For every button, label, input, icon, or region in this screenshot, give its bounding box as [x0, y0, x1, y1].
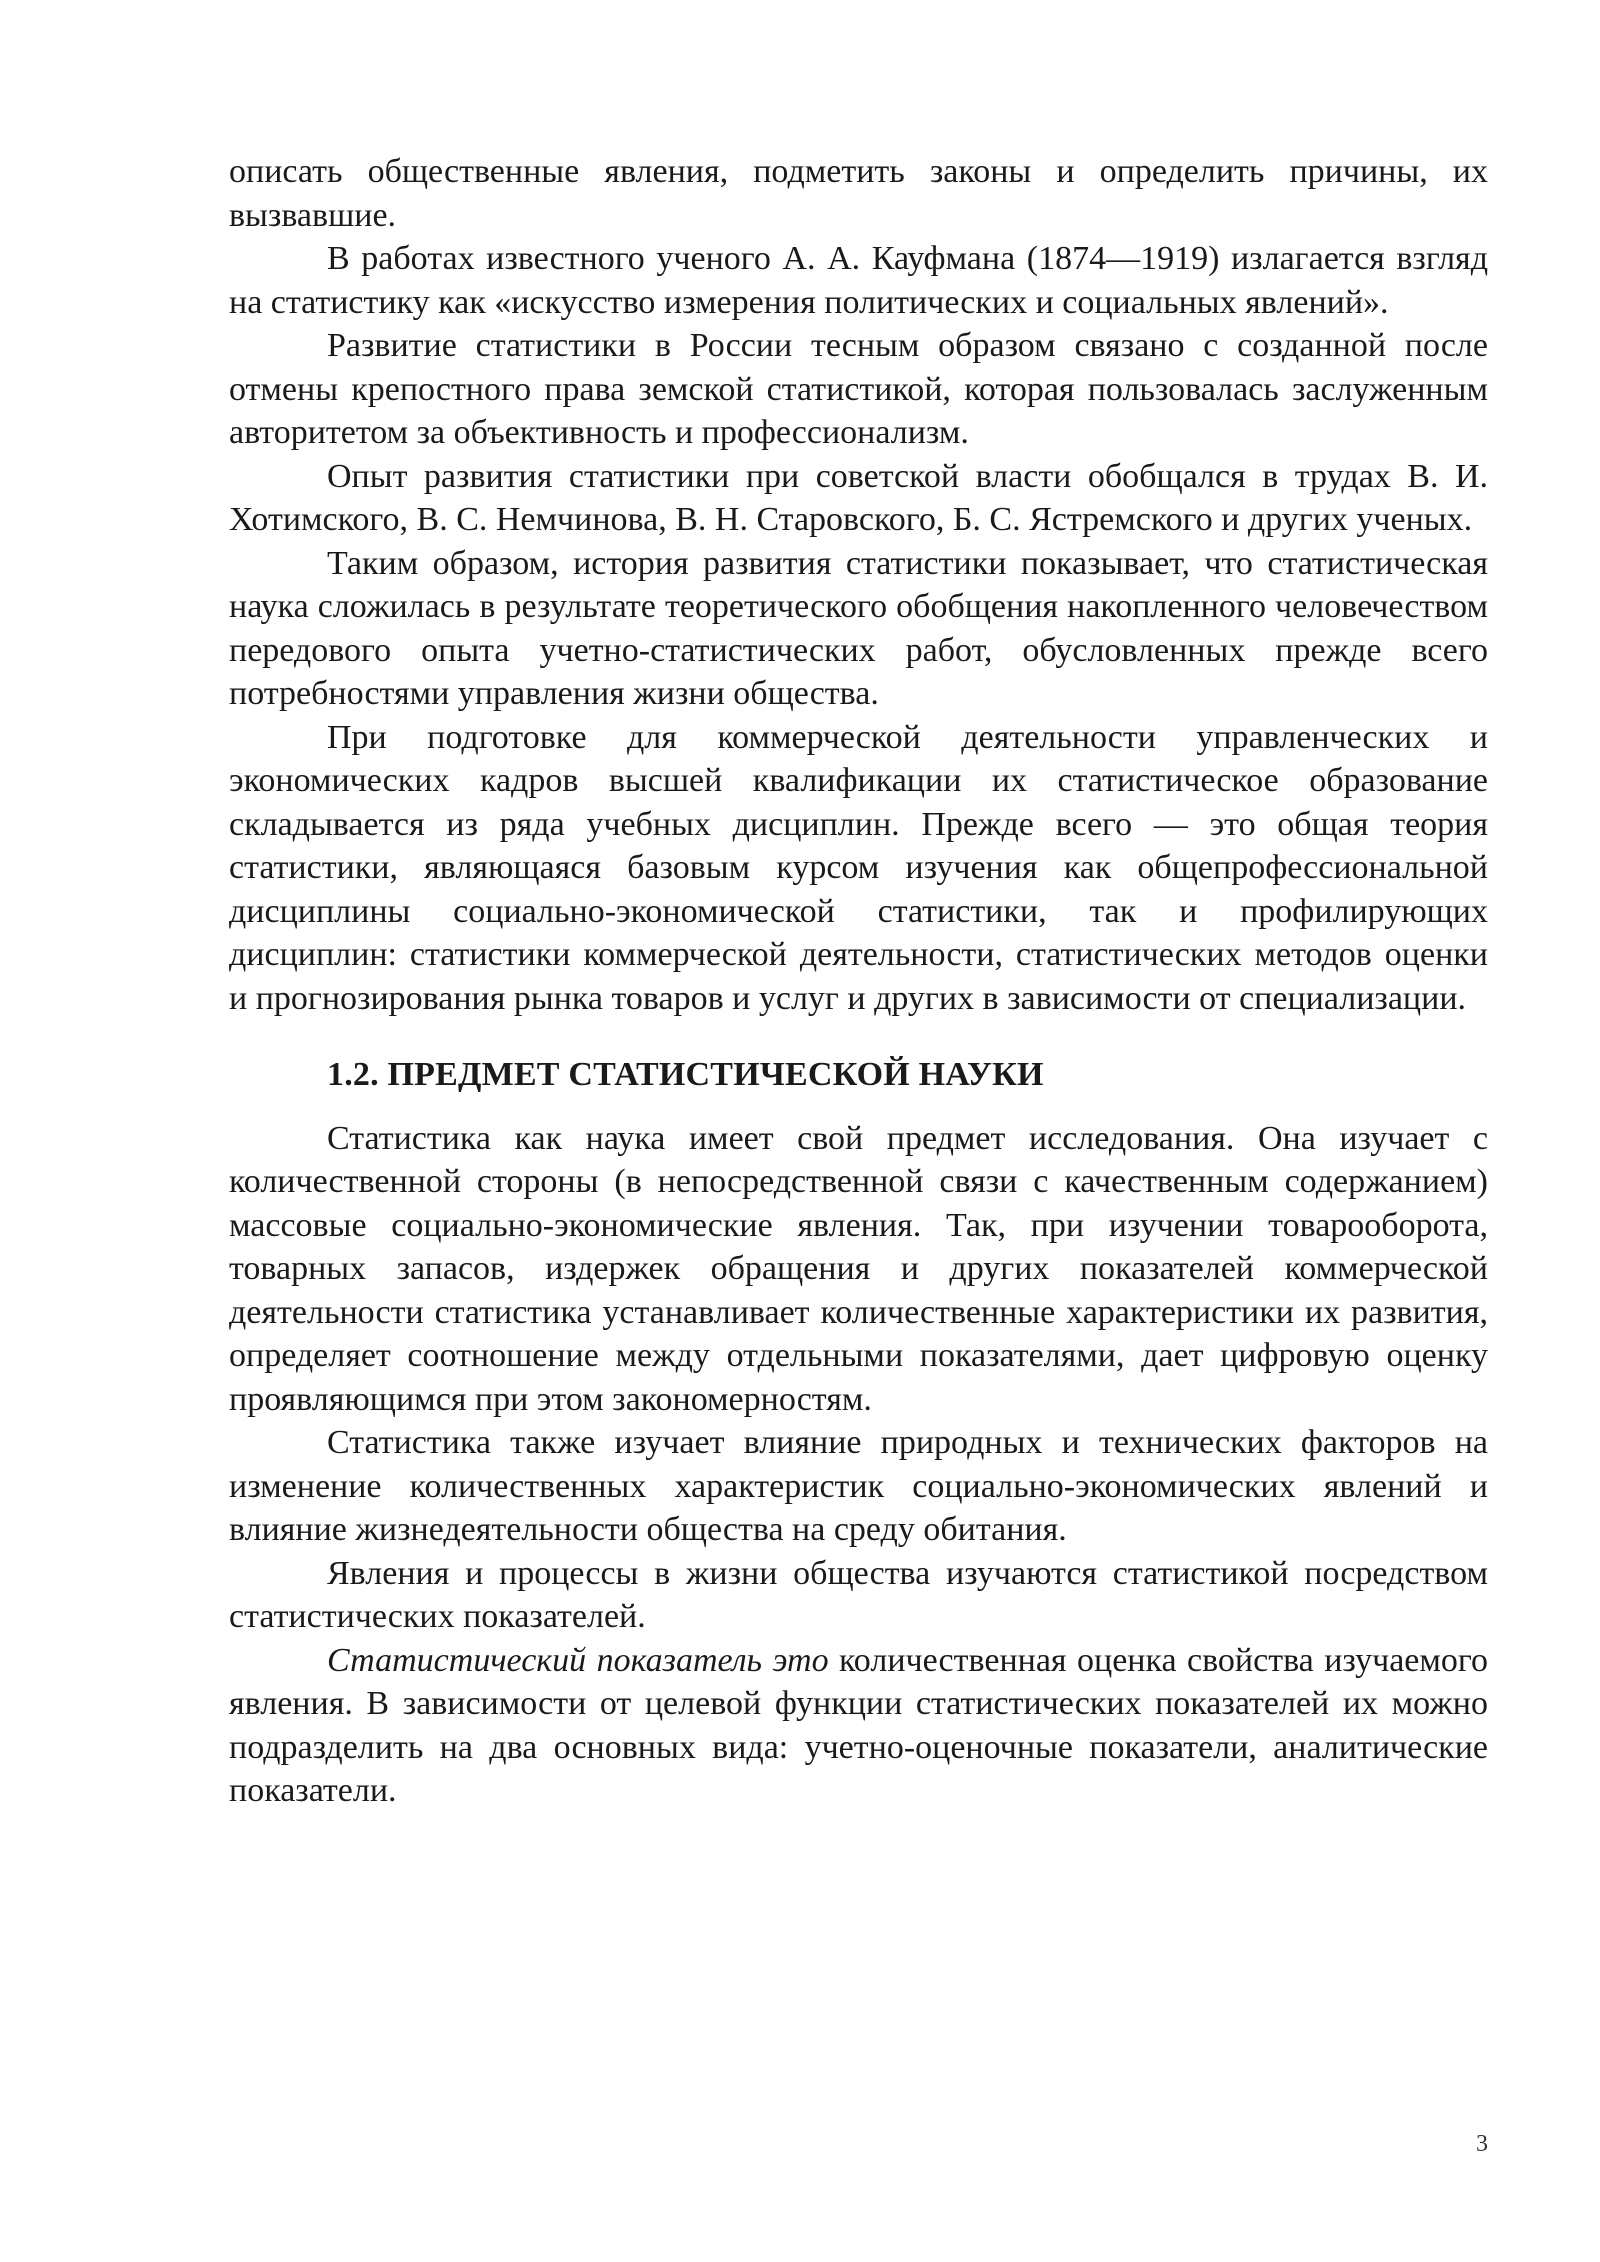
- subject-paragraph: Статистика как наука имеет свой предмет исследования. Она изучает с количественной стороны (в непосредственной связи с качественным содержанием) массовые социально-экономические явления. Так, при изучении товарооборота, товарных запасов, издержек обращения и других показателей коммерческой деятельности статистика устанавливает количественные характеристики их развития, определяет соотношение между отдельными показателями, дает цифровую оценку проявляющимся при этом закономерностям.: [229, 1119, 1488, 1418]
- indicators-paragraph: Явления и процессы в жизни общества изучаются статистикой посредством статистических показателей.: [229, 1554, 1488, 1635]
- education-paragraph: При подготовке для коммерческой деятельности управленческих и экономических кадров высшей квалификации их статистическое образование складывается из ряда учебных дисциплин. Прежде всего — это общая теория статистики, являющаяся базовым курсом изучения как общепрофессиональной дисциплины социально-экономической статистики, так и профилирующих дисциплин: статистики коммерческой деятельности, статистических методов оценки и прогнозирования рынка товаров и услуг и других в зависимости от специализации.: [229, 718, 1488, 1017]
- page-number: 3: [1476, 2131, 1488, 2157]
- definition-paragraph: [229, 1639, 1488, 1813]
- page-body: [229, 150, 1488, 1813]
- russia-zemstvo-paragraph: Развитие статистики в России тесным образом связано с созданной после отмены крепостного права земской статистикой, которая пользовалась заслуженным авторитетом за объективность и профессионализм.: [229, 327, 1488, 451]
- section-heading: 1.2. ПРЕДМЕТ СТАТИСТИЧЕСКОЙ НАУКИ: [327, 1056, 1044, 1093]
- intro-continuation-paragraph: описать общественные явления, подметить законы и определить причины, их вызвавшие.: [229, 153, 1488, 234]
- definition-term: Статистический показатель это: [327, 1641, 829, 1679]
- kaufman-paragraph: В работах известного ученого А. А. Кауфмана (1874—1919) излагается взгляд на статистику как «искусство измерения политических и социальных явлений».: [229, 240, 1488, 321]
- soviet-period-paragraph: Опыт развития статистики при советской власти обобщался в трудах В. И. Хотимского, В. С. Немчинова, В. Н. Старовского, Б. С. Ястремского и других ученых.: [229, 457, 1488, 538]
- definition-text: количественная оценка свойства изучаемого явления. В зависимости от целевой функции статистических показателей их можно подразделить на два основных вида: учетно-оценочные показатели, аналитические показатели.: [229, 1641, 1489, 1809]
- factors-paragraph: Статистика также изучает влияние природных и технических факторов на изменение количественных характеристик социально-экономических явлений и влияние жизнедеятельности общества на среду обитания.: [229, 1424, 1488, 1548]
- history-summary-paragraph: Таким образом, история развития статистики показывает, что статистическая наука сложилась в результате теоретического обобщения накопленного человечеством передового опыта учетно-статистических работ, обусловленных прежде всего потребностями управления жизни общества.: [229, 544, 1488, 712]
